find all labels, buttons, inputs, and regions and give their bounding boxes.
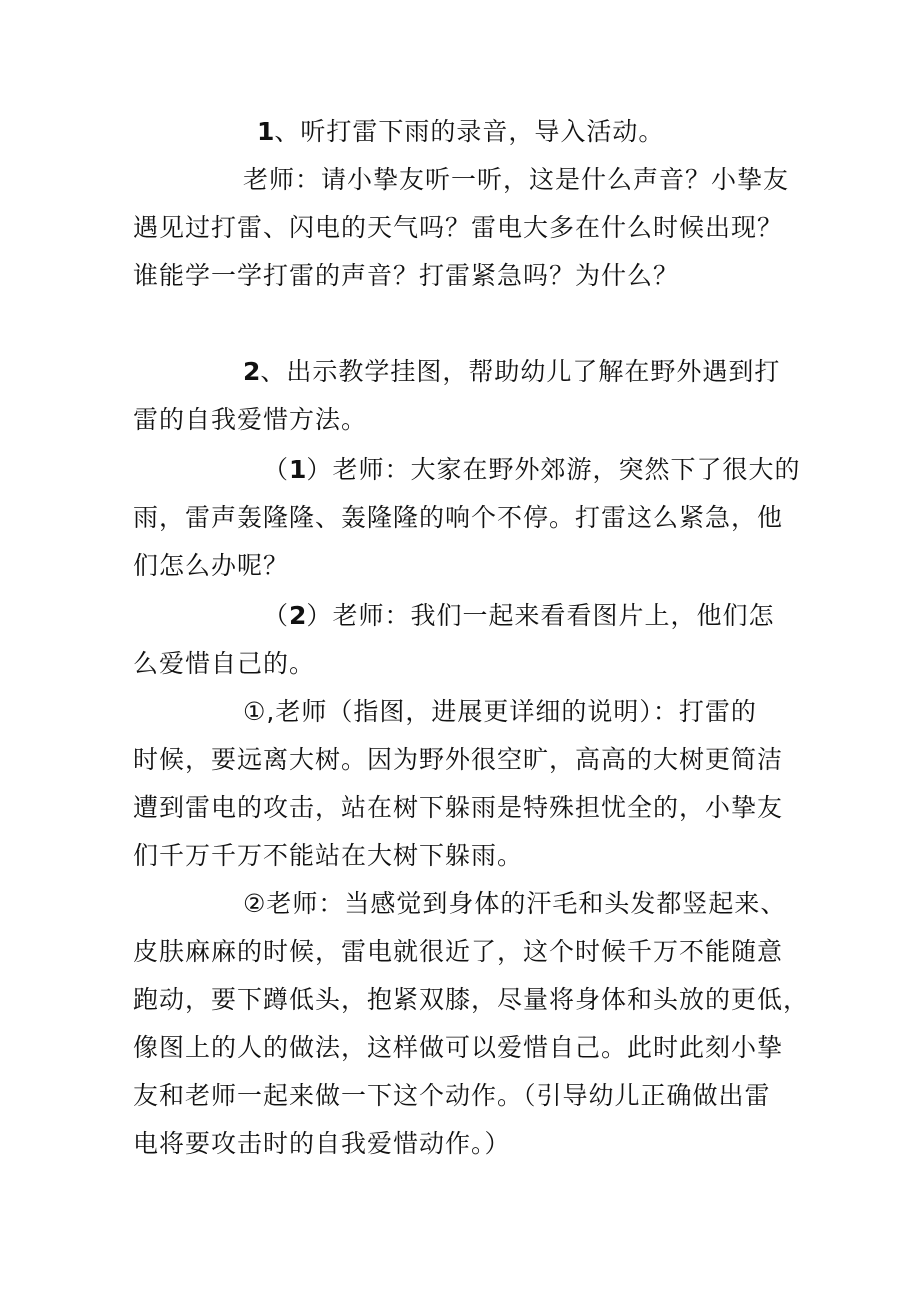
point2-line-6: 电将要攻击时的自我爱惜动作。） (133, 1129, 511, 1158)
point2-line-3: 跑动，要下蹲低头，抱紧双膝，尽量将身体和头放的更低， (133, 985, 810, 1014)
item2-first-line (263, 598, 774, 634)
point2-line-2: 皮肤麻麻的时候，雷电就很近了，这个时候千万不能随意 (133, 937, 784, 966)
section1-heading (257, 114, 664, 150)
item1-line-2: 雨，雷声轰隆隆、轰隆隆的响个不停。打雷这么紧急，他 (133, 503, 784, 532)
point2-line-5: 友和老师一起来做一下这个动作。（引导幼儿正确做出雷 (133, 1081, 771, 1110)
section2-heading-text: 、出示教学挂图，帮助幼儿了解在野外遇到打 (260, 357, 781, 386)
point1-line-4: 们千万千万不能站在大树下躲雨。 (133, 841, 524, 870)
item2-number: 2 (289, 601, 307, 630)
item1-first-line (263, 452, 800, 488)
section2-number: 2 (243, 357, 261, 386)
section1-heading-text: 、听打雷下雨的录音，导入活动。 (274, 117, 665, 146)
item1-label-open: （ (263, 455, 290, 484)
point1-line-2: 时候，要远离大树。因为野外很空旷，高高的大树更简洁 (133, 745, 784, 774)
item2-line-2: 么爱惜自己的。 (133, 649, 316, 678)
point2-line-4: 像图上的人的做法，这样做可以爱惜自己。此时此刻小挚 (133, 1033, 784, 1062)
section2-heading (243, 354, 780, 390)
item1-number: 1 (289, 455, 307, 484)
item2-line-1: 老师：我们一起来看看图片上，他们怎 (332, 601, 775, 630)
item1-line-1: 老师：大家在野外郊游，突然下了很大的 (332, 455, 801, 484)
item2-label-open: （ (263, 601, 290, 630)
section1-line-2: 遇见过打雷、闪电的天气吗？雷电大多在什么时候出现？ (133, 213, 784, 242)
item1-line-3: 们怎么办呢？ (133, 551, 290, 580)
item2-label-close: ） (306, 601, 333, 630)
section1-line-3: 谁能学一学打雷的声音？打雷紧急吗？为什么？ (133, 261, 680, 290)
point1-line-3: 遭到雷电的攻击，站在树下躲雨是特殊担忧全的，小挚友 (133, 793, 784, 822)
item1-label-close: ） (306, 455, 333, 484)
section2-heading-line-2: 雷的自我爱惜方法。 (133, 405, 368, 434)
section1-line-1: 老师：请小挚友听一听，这是什么声音？小挚友 (243, 165, 790, 194)
section1-number: 1 (257, 117, 275, 146)
point1-line-1: ①,老师（指图，进展更详细的说明）：打雷的 (243, 697, 757, 726)
point2-line-1: ②老师：当感觉到身体的汗毛和头发都竖起来、 (243, 889, 787, 918)
